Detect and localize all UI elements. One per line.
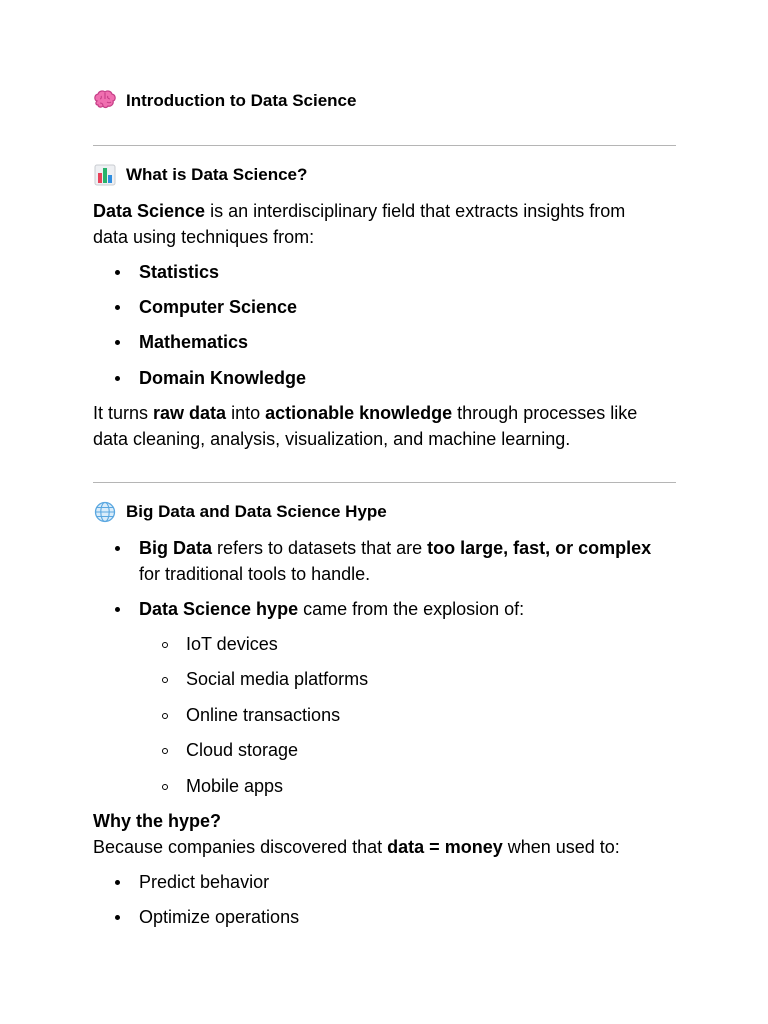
- hollow-bullet-icon: [162, 713, 168, 719]
- bar-chart-icon: [93, 164, 117, 186]
- outro-text: into: [226, 403, 266, 423]
- section-heading-big-data: [93, 501, 387, 523]
- hollow-bullet-icon: [162, 642, 168, 648]
- list-item-text: [139, 535, 679, 587]
- outro-text: It turns: [93, 403, 154, 423]
- why-hype-text: when used to:: [502, 837, 620, 857]
- intro-bold-term: Data Science: [93, 201, 206, 221]
- hollow-bullet-icon: [162, 748, 168, 754]
- why-hype-text: Because companies discovered that: [93, 837, 388, 857]
- globe-icon: [93, 501, 117, 523]
- bullet-icon: [115, 546, 120, 551]
- sub-list-item-text: Cloud storage: [186, 740, 299, 760]
- outro-bold-actionable: actionable knowledge: [265, 403, 453, 423]
- divider: [93, 145, 676, 146]
- why-hype-heading: Why the hype?: [93, 811, 222, 831]
- hollow-bullet-icon: [162, 784, 168, 790]
- hype-text: came from the explosion of:: [298, 599, 525, 619]
- outro-text: through processes like: [452, 403, 638, 423]
- section-heading-text: What is Data Science?: [126, 165, 308, 184]
- list-item-text: Optimize operations: [139, 907, 300, 927]
- list-item-text: Domain Knowledge: [139, 368, 307, 388]
- section-heading-text: Big Data and Data Science Hype: [126, 502, 387, 521]
- outro-bold-raw-data: raw data: [153, 403, 227, 423]
- outro-paragraph: [93, 400, 678, 452]
- intro-line2-text: data using techniques from:: [93, 227, 315, 247]
- hollow-bullet-icon: [162, 677, 168, 683]
- list-item-text: Statistics: [139, 262, 220, 282]
- data-equals-money-bold: data = money: [387, 837, 503, 857]
- bullet-icon: [115, 607, 120, 612]
- intro-line1-text: is an interdisciplinary field that extracts insights from: [205, 201, 626, 221]
- list-item-text: Computer Science: [139, 297, 298, 317]
- bullet-icon: [115, 880, 120, 885]
- outro-line2-text: data cleaning, analysis, visualization, and machine learning.: [93, 429, 571, 449]
- big-data-text: refers to datasets that are: [212, 538, 428, 558]
- list-item: [93, 535, 678, 587]
- list-item-text: Predict behavior: [139, 872, 270, 892]
- big-data-bold-complex: too large, fast, or complex: [427, 538, 652, 558]
- bullet-icon: [115, 376, 120, 381]
- section-heading-what-is-data-science: [93, 164, 307, 186]
- bullet-icon: [115, 270, 120, 275]
- bullet-icon: [115, 305, 120, 310]
- list-item-text: [139, 596, 679, 622]
- big-data-bold: Big Data: [139, 538, 213, 558]
- why-hype-paragraph: [93, 808, 678, 860]
- document-title-text: Introduction to Data Science: [126, 91, 357, 110]
- bullet-icon: [115, 915, 120, 920]
- sub-list-item-text: IoT devices: [186, 634, 278, 654]
- bullet-icon: [115, 340, 120, 345]
- hype-bold: Data Science hype: [139, 599, 299, 619]
- sub-list-item-text: Social media platforms: [186, 669, 369, 689]
- divider: [93, 482, 676, 483]
- list-item-text: Mathematics: [139, 332, 249, 352]
- big-data-line2: for traditional tools to handle.: [139, 564, 371, 584]
- intro-paragraph: [93, 198, 678, 250]
- sub-list-item-text: Online transactions: [186, 705, 341, 725]
- sub-list-item-text: Mobile apps: [186, 776, 284, 796]
- document-title: [93, 90, 356, 112]
- brain-icon: [93, 90, 117, 112]
